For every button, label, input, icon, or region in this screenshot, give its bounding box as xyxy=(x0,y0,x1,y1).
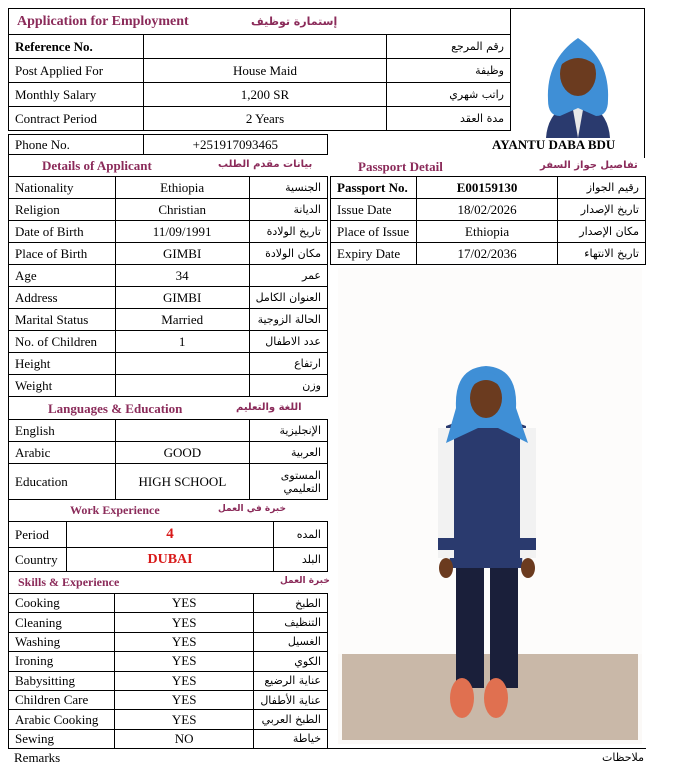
row-label: Expiry Date xyxy=(331,243,417,265)
table-row xyxy=(331,243,646,265)
row-value: 11/09/1991 xyxy=(115,221,249,243)
row-label: Cooking xyxy=(9,594,115,613)
row-label-arabic: الديانة xyxy=(249,199,327,221)
row-label-arabic: وزن xyxy=(249,375,327,397)
row-label: Place of Issue xyxy=(331,221,417,243)
row-label-arabic: خياطة xyxy=(254,729,328,748)
person-full-body-icon xyxy=(338,268,642,744)
education-label-arabic: المستوى التعليمي xyxy=(250,464,328,500)
table-row xyxy=(9,671,328,690)
english-label: English xyxy=(9,420,116,442)
row-value xyxy=(115,353,249,375)
table-row xyxy=(9,287,328,309)
table-row xyxy=(9,375,328,397)
table-row xyxy=(9,35,511,59)
page-title-arabic: إستمارة توظيف xyxy=(251,15,338,28)
country-value: DUBAI xyxy=(66,548,273,572)
row-label: Babysitting xyxy=(9,671,115,690)
table-row xyxy=(9,632,328,651)
row-label-arabic: تاريخ الانتهاء xyxy=(558,243,646,265)
row-label: Weight xyxy=(9,375,116,397)
table-row xyxy=(331,199,646,221)
row-value: YES xyxy=(114,671,253,690)
row-value: GIMBI xyxy=(115,243,249,265)
table-row xyxy=(9,177,328,199)
languages-section-title: Languages & Education xyxy=(48,401,183,416)
row-label: Sewing xyxy=(9,729,115,748)
period-label-arabic: المده xyxy=(274,522,328,548)
details-section-title: Details of Applicant xyxy=(42,158,152,173)
row-value: YES xyxy=(114,690,253,709)
row-label: Children Care xyxy=(9,690,115,709)
row-label-arabic: التنظيف xyxy=(254,613,328,632)
table-row xyxy=(9,594,328,613)
row-value: YES xyxy=(114,632,253,651)
table-row xyxy=(9,613,328,632)
top-info-table xyxy=(8,34,511,131)
period-label: Period xyxy=(9,522,67,548)
reference-label-arabic: رقم المرجع xyxy=(386,35,510,59)
row-value xyxy=(115,375,249,397)
page-title: Application for Employment xyxy=(17,14,189,29)
table-row xyxy=(9,652,328,671)
languages-table xyxy=(8,419,328,500)
row-label-arabic: الغسيل xyxy=(254,632,328,651)
table-row xyxy=(9,83,511,107)
phone-table xyxy=(8,134,328,155)
row-label-arabic: العنوان الكامل xyxy=(249,287,327,309)
row-label: Age xyxy=(9,265,116,287)
row-label-arabic: رقيم الجواز xyxy=(558,177,646,199)
table-row xyxy=(9,690,328,709)
row-label-arabic: عدد الاطفال xyxy=(249,331,327,353)
row-label-arabic: عمر xyxy=(249,265,327,287)
full-body-photo xyxy=(338,268,642,744)
row-value: YES xyxy=(114,594,253,613)
table-row xyxy=(9,442,328,464)
skills-section-title: Skills & Experience xyxy=(18,575,120,589)
table-row xyxy=(9,199,328,221)
work-table xyxy=(8,521,328,572)
table-row xyxy=(9,107,511,131)
period-value: 4 xyxy=(66,522,273,548)
row-label-arabic: عناية الرضيع xyxy=(254,671,328,690)
header-bar xyxy=(8,8,511,35)
passport-section-title: Passport Detail xyxy=(358,159,443,174)
table-row xyxy=(9,331,328,353)
row-label-arabic: تاريخ الولادة xyxy=(249,221,327,243)
row-label-arabic: الجنسية xyxy=(249,177,327,199)
table-row xyxy=(9,548,328,572)
row-label-arabic: الحالة الزوجية xyxy=(249,309,327,331)
row-label-arabic: مكان الولادة xyxy=(249,243,327,265)
row-value: 1 xyxy=(115,331,249,353)
left-edge xyxy=(8,154,9,748)
row-label-arabic: تاريخ الإصدار xyxy=(558,199,646,221)
country-label-arabic: البلد xyxy=(274,548,328,572)
row-label: Date of Birth xyxy=(9,221,116,243)
row-label: Nationality xyxy=(9,177,116,199)
reference-value xyxy=(144,35,386,59)
contract-label-arabic: مدة العقد xyxy=(386,107,510,131)
post-label-arabic: وظيفة xyxy=(386,59,510,83)
education-label: Education xyxy=(9,464,116,500)
skills-section-title-arabic: خبرة العمل xyxy=(280,576,330,586)
applicant-name: AYANTU DABA BDU xyxy=(492,137,616,152)
row-label: Issue Date xyxy=(331,199,417,221)
row-label: Place of Birth xyxy=(9,243,116,265)
row-label: Address xyxy=(9,287,116,309)
table-row xyxy=(9,243,328,265)
table-row xyxy=(9,464,328,500)
english-label-arabic: الإنجليزية xyxy=(250,420,328,442)
salary-value: 1,200 SR xyxy=(144,83,386,107)
table-row xyxy=(9,59,511,83)
details-table xyxy=(8,176,328,397)
row-label: Arabic Cooking xyxy=(9,710,115,729)
table-row xyxy=(9,309,328,331)
row-value: 17/02/2036 xyxy=(416,243,557,265)
row-value: GIMBI xyxy=(115,287,249,309)
salary-label-arabic: راتب شهري xyxy=(386,83,510,107)
skills-table xyxy=(8,593,328,749)
table-row xyxy=(9,420,328,442)
passport-table xyxy=(330,176,646,265)
row-value: YES xyxy=(114,652,253,671)
remarks-label: Remarks xyxy=(14,750,61,765)
arabic-value: GOOD xyxy=(115,442,250,464)
table-row xyxy=(9,135,328,155)
row-label: Ironing xyxy=(9,652,115,671)
reference-label: Reference No. xyxy=(9,35,144,59)
row-label-arabic: مكان الإصدار xyxy=(558,221,646,243)
top-right-edge xyxy=(644,8,645,158)
row-label: No. of Children xyxy=(9,331,116,353)
education-value: HIGH SCHOOL xyxy=(115,464,250,500)
phone-label: Phone No. xyxy=(9,135,144,155)
arabic-label-arabic: العربية xyxy=(250,442,328,464)
remarks-label-arabic: ملاحظات xyxy=(602,751,644,764)
table-row xyxy=(9,265,328,287)
post-value: House Maid xyxy=(144,59,386,83)
row-label: Religion xyxy=(9,199,116,221)
row-value: YES xyxy=(114,613,253,632)
post-label: Post Applied For xyxy=(9,59,144,83)
table-row xyxy=(9,522,328,548)
row-value: Ethiopia xyxy=(416,221,557,243)
english-value xyxy=(115,420,250,442)
row-label-arabic: الطبخ xyxy=(254,594,328,613)
table-row xyxy=(9,729,328,748)
salary-label: Monthly Salary xyxy=(9,83,144,107)
row-label-arabic: ارتفاع xyxy=(249,353,327,375)
row-label: Washing xyxy=(9,632,115,651)
row-value: NO xyxy=(114,729,253,748)
table-row xyxy=(331,221,646,243)
row-value: E00159130 xyxy=(416,177,557,199)
top-right-rule xyxy=(509,8,645,9)
row-value: 18/02/2026 xyxy=(416,199,557,221)
languages-section-title-arabic: اللغة والتعليم xyxy=(236,402,302,413)
table-row xyxy=(331,177,646,199)
row-label-arabic: الكوي xyxy=(254,652,328,671)
portrait-photo xyxy=(528,30,628,138)
country-label: Country xyxy=(9,548,67,572)
row-value: Ethiopia xyxy=(115,177,249,199)
row-label: Marital Status xyxy=(9,309,116,331)
table-row xyxy=(9,710,328,729)
passport-section-title-arabic: تفاصيل جواز السفر xyxy=(540,160,638,171)
arabic-label: Arabic xyxy=(9,442,116,464)
row-label-arabic: عناية الأطفال xyxy=(254,690,328,709)
row-label-arabic: الطبخ العربي xyxy=(254,710,328,729)
phone-value: +251917093465 xyxy=(143,135,327,155)
row-label: Passport No. xyxy=(331,177,417,199)
row-value: YES xyxy=(114,710,253,729)
details-section-title-arabic: بيانات مقدم الطلب xyxy=(218,159,313,170)
work-section-title: Work Experience xyxy=(70,503,160,517)
person-portrait-icon xyxy=(528,30,628,138)
row-label: Height xyxy=(9,353,116,375)
table-row xyxy=(9,353,328,375)
row-value: Christian xyxy=(115,199,249,221)
row-value: Married xyxy=(115,309,249,331)
row-label: Cleaning xyxy=(9,613,115,632)
contract-label: Contract Period xyxy=(9,107,144,131)
row-value: 34 xyxy=(115,265,249,287)
contract-value: 2 Years xyxy=(144,107,386,131)
work-section-title-arabic: خبرة في العمل xyxy=(218,504,286,514)
table-row xyxy=(9,221,328,243)
